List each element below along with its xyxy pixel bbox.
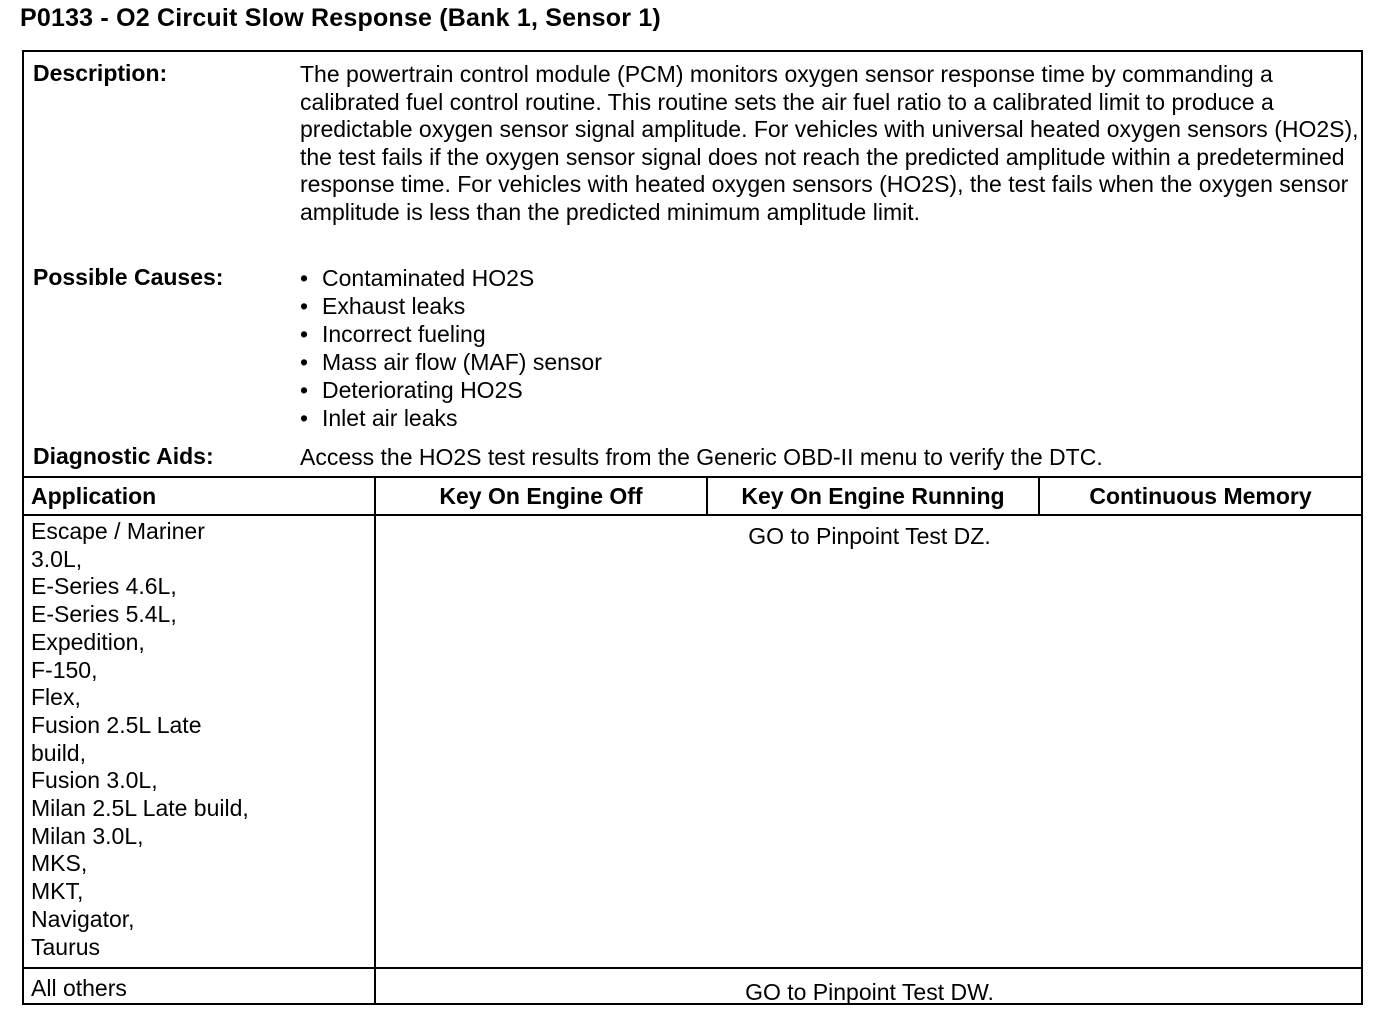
cause-item: • Contaminated HO2S: [300, 264, 602, 292]
header-application: Application: [31, 483, 157, 509]
column-divider: [1038, 478, 1040, 514]
header-continuous-memory: Continuous Memory: [1089, 483, 1312, 509]
page-title: P0133 - O2 Circuit Slow Response (Bank 1, Sensor 1): [20, 4, 661, 32]
cause-item: • Mass air flow (MAF) sensor: [300, 348, 602, 376]
table-row-action: GO to Pinpoint Test DZ.: [748, 523, 991, 549]
table-row-application: [31, 518, 371, 961]
diagnostic-aids-label: Diagnostic Aids:: [33, 443, 214, 469]
cause-item: • Exhaust leaks: [300, 292, 602, 320]
application-line: 3.0L,: [31, 545, 83, 572]
application-line: Milan 2.5L Late build,: [31, 795, 249, 822]
application-line: Expedition,: [31, 628, 145, 655]
cause-item: • Deteriorating HO2S: [300, 376, 602, 404]
application-line: Milan 3.0L,: [31, 822, 144, 849]
cause-item: • Incorrect fueling: [300, 320, 602, 348]
application-line: Navigator,: [31, 905, 135, 932]
application-line: Fusion 2.5L Late: [31, 711, 202, 738]
dtc-table: [22, 50, 1363, 1005]
application-line: Fusion 3.0L,: [31, 767, 158, 794]
info-section: [24, 52, 1361, 478]
application-line: E-Series 4.6L,: [31, 573, 177, 600]
description-label: Description:: [33, 60, 168, 86]
application-line: E-Series 5.4L,: [31, 601, 177, 628]
application-line: Taurus: [31, 933, 101, 960]
header-key-on-engine-off: Key On Engine Off: [439, 483, 643, 509]
application-line: Flex,: [31, 684, 81, 711]
row-divider: [24, 967, 1361, 969]
table-header-row: [24, 478, 1361, 516]
table-row-action: GO to Pinpoint Test DW.: [745, 979, 994, 1005]
possible-causes-label: Possible Causes:: [33, 264, 224, 290]
cause-item: • Inlet air leaks: [300, 404, 602, 432]
application-line: Escape / Mariner: [31, 518, 205, 544]
column-divider: [706, 478, 708, 514]
application-line: MKT,: [31, 878, 84, 905]
application-line: MKS,: [31, 850, 88, 877]
application-line: F-150,: [31, 656, 98, 683]
header-key-on-engine-running: Key On Engine Running: [741, 483, 1005, 509]
application-line: build,: [31, 739, 86, 766]
description-text: The powertrain control module (PCM) monitors oxygen sensor response time by commanding a calibrated fuel control routine. This routine sets the air fuel ratio to a calibrated limit to produce a predictable oxygen sensor signal amplitude. For vehicles with universal heated oxygen sensors (HO2S), the test fails if the oxygen sensor signal does not reach the predicted amplitude within a predetermined response time. For vehicles with heated oxygen sensors (HO2S), the test fails when the oxygen sensor amplitude is less than the predicted minimum amplitude limit.: [300, 61, 1359, 225]
possible-causes-list: [300, 264, 602, 432]
diagnostic-aids-text: Access the HO2S test results from the Generic OBD-II menu to verify the DTC.: [300, 444, 1103, 470]
table-row-application: All others: [31, 975, 127, 1001]
application-column-divider: [374, 478, 376, 1003]
